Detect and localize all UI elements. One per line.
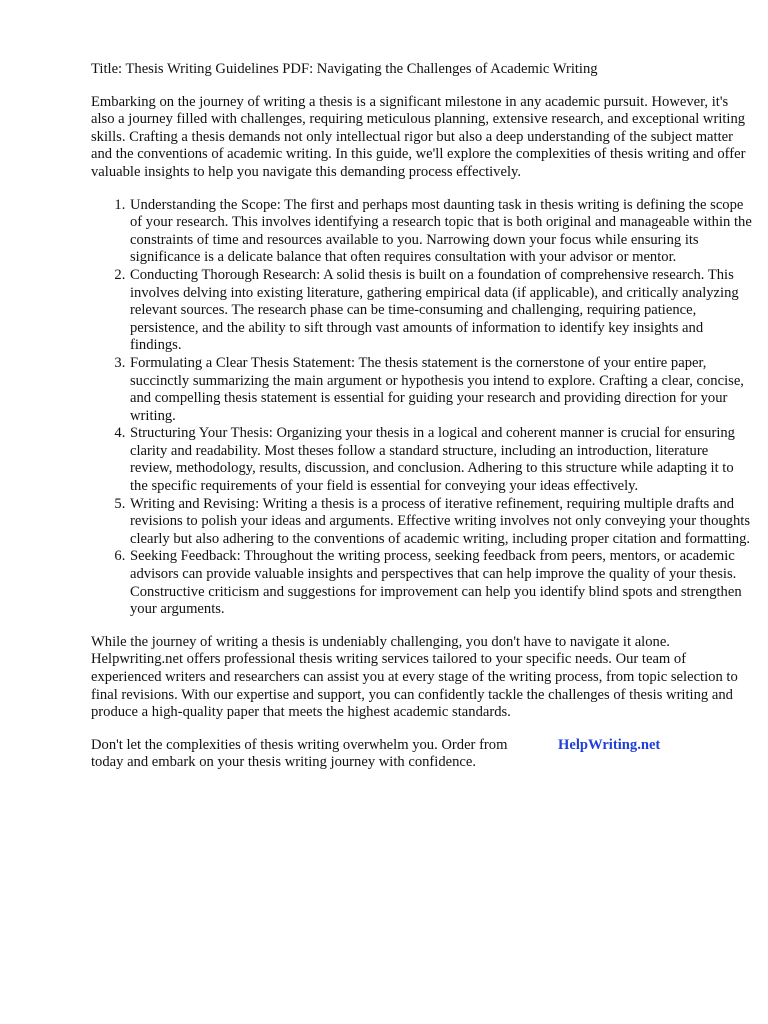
helpwriting-link[interactable]: HelpWriting.net: [558, 736, 661, 753]
guidelines-list: [91, 197, 753, 619]
list-item: 1. Understanding the Scope: The first and perhaps most daunting task in thesis writing is defining the scope of your research. This involves identifying a research topic that is both original and manageable within the constraints of time and resources available to you. Narrowing down your focus while ensuring its significance is a delicate balance that often requires consultation with your advisor or mentor.: [129, 197, 753, 267]
closing-paragraph: While the journey of writing a thesis is undeniably challenging, you don't have to navigate it alone. Helpwriting.net offers professional thesis writing services tailored to your specific needs. Our team of experienced writers and researchers can assist you at every stage of the writing process, from topic selection to final revisions. With our expertise and support, you can confidently tackle the challenges of thesis writing and produce a high-quality paper that meets the highest academic standards.: [91, 633, 738, 721]
list-item: 3. Formulating a Clear Thesis Statement: The thesis statement is the cornerstone of your entire paper, succinctly summarizing the main argument or hypothesis you intend to explore. Crafting a clear, concise, and compelling thesis statement is essential for guiding your research and providing direction for your writing.: [129, 355, 753, 425]
cta-text-after: today and embark on your thesis writing journey with confidence.: [91, 754, 477, 771]
list-item: 4. Structuring Your Thesis: Organizing your thesis in a logical and coherent manner is crucial for ensuring clarity and readability. Most theses follow a standard structure, including an introduction, literature review, methodology, results, discussion, and conclusion. Adhering to this structure while adapting it to the specific requirements of your field is essential for conveying your ideas effectively.: [129, 425, 753, 495]
call-to-action-paragraph: [91, 737, 753, 772]
intro-paragraph: Embarking on the journey of writing a thesis is a significant milestone in any academic pursuit. However, it's also a journey filled with challenges, requiring meticulous planning, extensive research, and exceptional writing skills. Crafting a thesis demands not only intellectual rigor but also a deep understanding of the subject matter and the conventions of academic writing. In this guide, we'll explore the complexities of thesis writing and offer valuable insights to help you navigate this demanding process effectively.: [91, 93, 746, 180]
document-page: [91, 61, 753, 772]
list-item: 5. Writing and Revising: Writing a thesis is a process of iterative refinement, requiring multiple drafts and revisions to polish your ideas and arguments. Effective writing involves not only conveying your thoughts clearly but also adhering to the conventions of academic writing, including proper citation and formatting.: [129, 496, 753, 549]
document-title: Title: Thesis Writing Guidelines PDF: Navigating the Challenges of Academic Writing: [91, 61, 598, 77]
list-item: 2. Conducting Thorough Research: A solid thesis is built on a foundation of comprehensive research. This involves delving into existing literature, gathering empirical data (if applicable), and critically analyzing relevant sources. The research phase can be time-consuming and challenging, requiring patience, persistence, and the ability to sift through vast amounts of information to identify key insights and findings.: [129, 267, 753, 355]
cta-text-before: Don't let the complexities of thesis writing overwhelm you. Order from: [91, 736, 508, 753]
list-item: 6. Seeking Feedback: Throughout the writing process, seeking feedback from peers, mentors, or academic advisors can provide valuable insights and perspectives that can help improve the quality of your thesis. Constructive criticism and suggestions for improvement can help you identify blind spots and strengthen your arguments.: [129, 548, 753, 618]
